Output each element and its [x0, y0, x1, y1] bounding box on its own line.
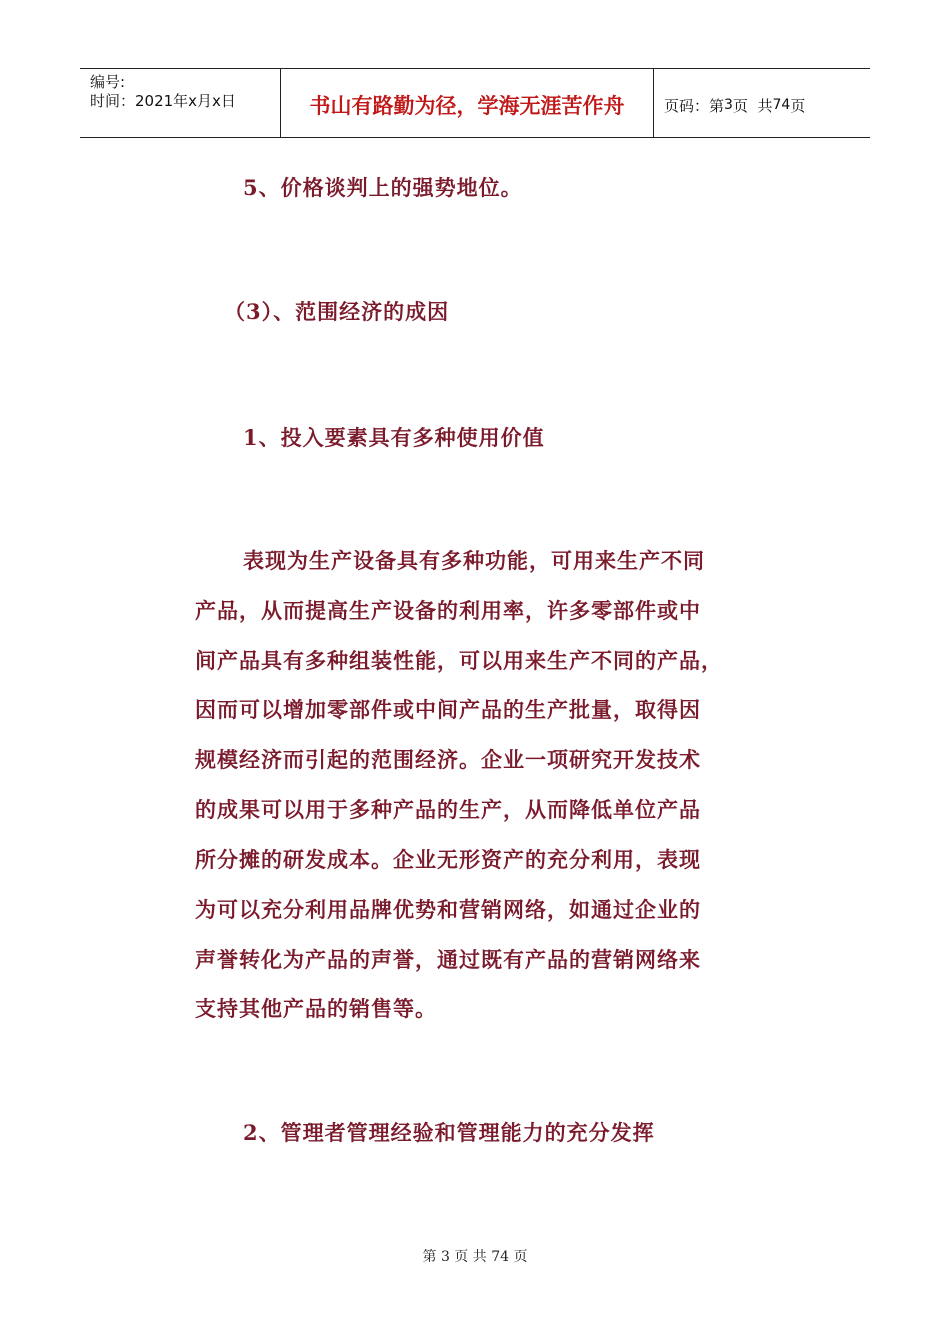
paragraph-line: 的成果可以用于多种产品的生产，从而降低单位产品 [195, 797, 701, 822]
point-5-text: 5、价格谈判上的强势地位。 [243, 175, 523, 200]
page-total: 74 [772, 97, 791, 113]
page-footer: 第 3 页 共 74 页 [422, 1249, 528, 1265]
paragraph-line: 为可以充分利用品牌优势和营销网络，如通过企业的 [195, 897, 701, 922]
paragraph-line: 间产品具有多种组装性能，可以用来生产不同的产品， [195, 648, 723, 673]
time-label: 时间：2021年x月x日 [90, 92, 236, 110]
page-prefix: 页码：第 [664, 96, 725, 115]
paragraph-line: 所分摊的研发成本。企业无形资产的充分利用，表现 [195, 847, 701, 872]
paragraph-line: 声誉转化为产品的声誉，通过既有产品的营销网络来 [195, 947, 701, 972]
paragraph-line: 因而可以增加零部件或中间产品的生产批量，取得因 [195, 697, 701, 722]
header-meta-cell [80, 69, 281, 137]
page-mid: 页 共 [732, 96, 773, 115]
paragraph-line: 表现为生产设备具有多种功能，可用来生产不同 [243, 548, 705, 573]
page-suffix: 页 [790, 96, 806, 115]
header-motto-cell [281, 69, 654, 137]
page-current: 3 [724, 97, 733, 113]
number-label: 编号: [90, 73, 126, 91]
header-page-cell [654, 69, 870, 137]
item-2-heading: 2、管理者管理经验和管理能力的充分发挥 [243, 1120, 655, 1145]
section-heading: （3）、范围经济的成因 [224, 299, 450, 324]
paragraph-line: 产品，从而提高生产设备的利用率，许多零部件或中 [195, 598, 701, 623]
paragraph-line: 规模经济而引起的范围经济。企业一项研究开发技术 [195, 747, 701, 772]
paragraph-line: 支持其他产品的销售等。 [195, 996, 437, 1021]
motto-text: 书山有路勤为径，学海无涯苦作舟 [309, 94, 625, 118]
header-table [80, 68, 870, 138]
item-1-heading: 1、投入要素具有多种使用价值 [243, 425, 545, 450]
